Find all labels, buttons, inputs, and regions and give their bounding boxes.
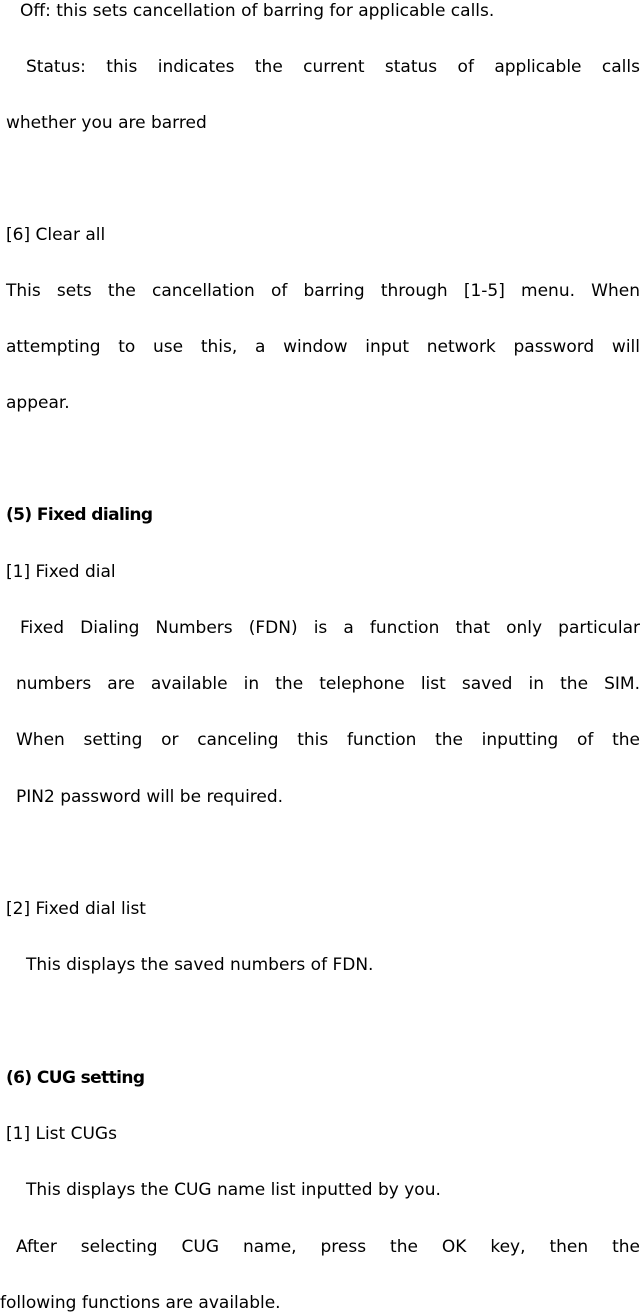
list-cugs-heading: [1] List CUGs — [6, 1124, 117, 1144]
barring-off-description: Off: this sets cancellation of barring for applicable calls. — [20, 1, 495, 21]
fdn-description-line-4: PIN2 password will be required. — [16, 787, 284, 807]
clear-all-heading: [6] Clear all — [6, 225, 106, 245]
list-cugs-description: This displays the CUG name list inputted by you. — [26, 1180, 441, 1200]
fixed-dialing-section-heading: (5) Fixed dialing — [6, 505, 153, 525]
cug-functions-intro-line-2: following functions are available. — [0, 1293, 281, 1313]
barring-status-description: Status: this indicates the current status of applicable calls — [26, 57, 640, 77]
fixed-dial-list-heading: [2] Fixed dial list — [6, 899, 146, 919]
clear-all-description-line-1: This sets the cancellation of barring through [1-5] menu. When — [6, 281, 640, 301]
fdn-description-line-1: Fixed Dialing Numbers (FDN) is a function that only particular — [20, 618, 640, 638]
fixed-dial-heading: [1] Fixed dial — [6, 562, 116, 582]
fixed-dial-list-description: This displays the saved numbers of FDN. — [26, 955, 374, 975]
clear-all-description-line-2: attempting to use this, a window input network password will — [6, 337, 640, 357]
cug-functions-intro-line-1: After selecting CUG name, press the OK key, then the — [16, 1237, 640, 1257]
fdn-description-line-3: When setting or canceling this function the inputting of the — [16, 730, 640, 750]
clear-all-description-line-3: appear. — [6, 393, 70, 413]
barring-status-description-continued: whether you are barred — [6, 113, 207, 133]
fdn-description-line-2: numbers are available in the telephone list saved in the SIM. — [16, 674, 640, 694]
cug-setting-section-heading: (6) CUG setting — [6, 1068, 145, 1088]
